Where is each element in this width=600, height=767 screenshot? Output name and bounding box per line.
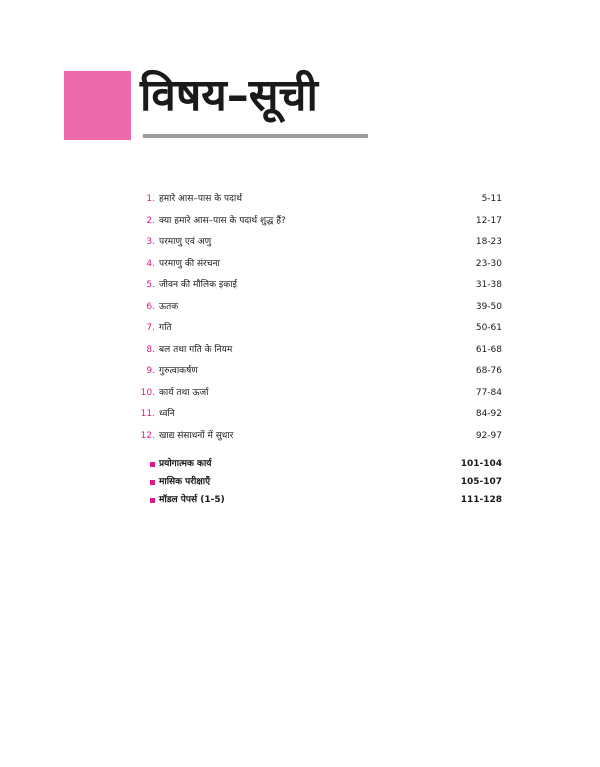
chapter-pages: 12-17: [475, 215, 502, 226]
chapter-number: 2.: [146, 215, 155, 226]
toc-row-8[interactable]: [140, 340, 502, 362]
toc-row-4[interactable]: [140, 254, 502, 276]
chapter-pages: 61-68: [475, 344, 502, 355]
chapter-number: 6.: [146, 301, 155, 312]
chapter-title: परमाणु एवं अणु: [159, 237, 212, 247]
appendix-item-model-papers[interactable]: [140, 491, 502, 509]
appendix-pages: 111-128: [460, 495, 502, 505]
chapter-title: गुरुत्वाकर्षण: [159, 366, 198, 376]
chapter-number: 9.: [146, 366, 155, 376]
chapter-number: 8.: [146, 344, 155, 355]
appendix-title: प्रयोगात्मक कार्य: [159, 459, 212, 469]
title-accent-block: [64, 71, 131, 140]
chapter-number: 3.: [146, 237, 155, 247]
chapter-title: बल तथा गति के नियम: [159, 344, 233, 355]
toc-row-7[interactable]: [140, 318, 502, 340]
appendix-item-practical-work[interactable]: [140, 455, 502, 473]
square-bullet-icon: [150, 462, 155, 467]
chapter-pages: 84-92: [475, 409, 502, 419]
chapter-title: परमाणु की संरचना: [159, 258, 220, 269]
chapter-title: क्या हमारे आस–पास के पदार्थ शुद्ध हैं?: [159, 215, 286, 226]
chapter-title: गति: [159, 323, 172, 333]
chapter-pages: 50-61: [475, 323, 502, 333]
chapter-pages: 92-97: [475, 430, 502, 441]
toc-row-10[interactable]: [140, 383, 502, 405]
chapter-number: 1.: [146, 194, 155, 204]
chapter-title: ऊतक: [159, 301, 179, 312]
toc-row-1[interactable]: [140, 189, 502, 211]
title-underline: [143, 134, 368, 138]
appendix-title: मासिक परीक्षाएँ: [159, 477, 211, 487]
chapter-number: 7.: [146, 323, 155, 333]
chapter-title: जीवन की मौलिक इकाई: [159, 280, 237, 290]
chapter-number: 12.: [140, 430, 155, 441]
toc-row-5[interactable]: [140, 275, 502, 297]
toc-row-12[interactable]: [140, 426, 502, 448]
chapter-pages: 68-76: [475, 366, 502, 376]
chapter-pages: 39-50: [475, 301, 502, 312]
page-title: विषय–सूची: [140, 70, 318, 121]
chapter-number: 10.: [140, 387, 155, 398]
chapter-pages: 31-38: [475, 280, 502, 290]
appendix-pages: 101-104: [460, 459, 502, 469]
appendix-pages: 105-107: [460, 477, 502, 487]
chapter-pages: 5-11: [481, 194, 502, 204]
toc-row-9[interactable]: [140, 361, 502, 383]
chapter-title: हमारे आस–पास के पदार्थ: [159, 194, 242, 204]
chapter-number: 5.: [146, 280, 155, 290]
chapter-pages: 23-30: [475, 258, 502, 269]
toc-row-11[interactable]: [140, 404, 502, 426]
square-bullet-icon: [150, 480, 155, 485]
appendix-item-monthly-tests[interactable]: [140, 473, 502, 491]
chapter-pages: 18-23: [475, 237, 502, 247]
toc-row-6[interactable]: [140, 297, 502, 319]
appendix-list: [140, 455, 502, 509]
chapter-title: कार्य तथा ऊर्जा: [159, 387, 209, 398]
chapter-number: 11.: [140, 409, 155, 419]
toc-row-3[interactable]: [140, 232, 502, 254]
square-bullet-icon: [150, 498, 155, 503]
chapter-number: 4.: [146, 258, 155, 269]
chapter-pages: 77-84: [475, 387, 502, 398]
chapter-title: ध्वनि: [159, 409, 175, 419]
chapter-title: खाद्य संसाधनों में सुधार: [159, 430, 234, 441]
toc-row-2[interactable]: [140, 211, 502, 233]
appendix-title: मॉडल पेपर्स (1-5): [159, 495, 225, 505]
table-of-contents: [140, 189, 502, 447]
